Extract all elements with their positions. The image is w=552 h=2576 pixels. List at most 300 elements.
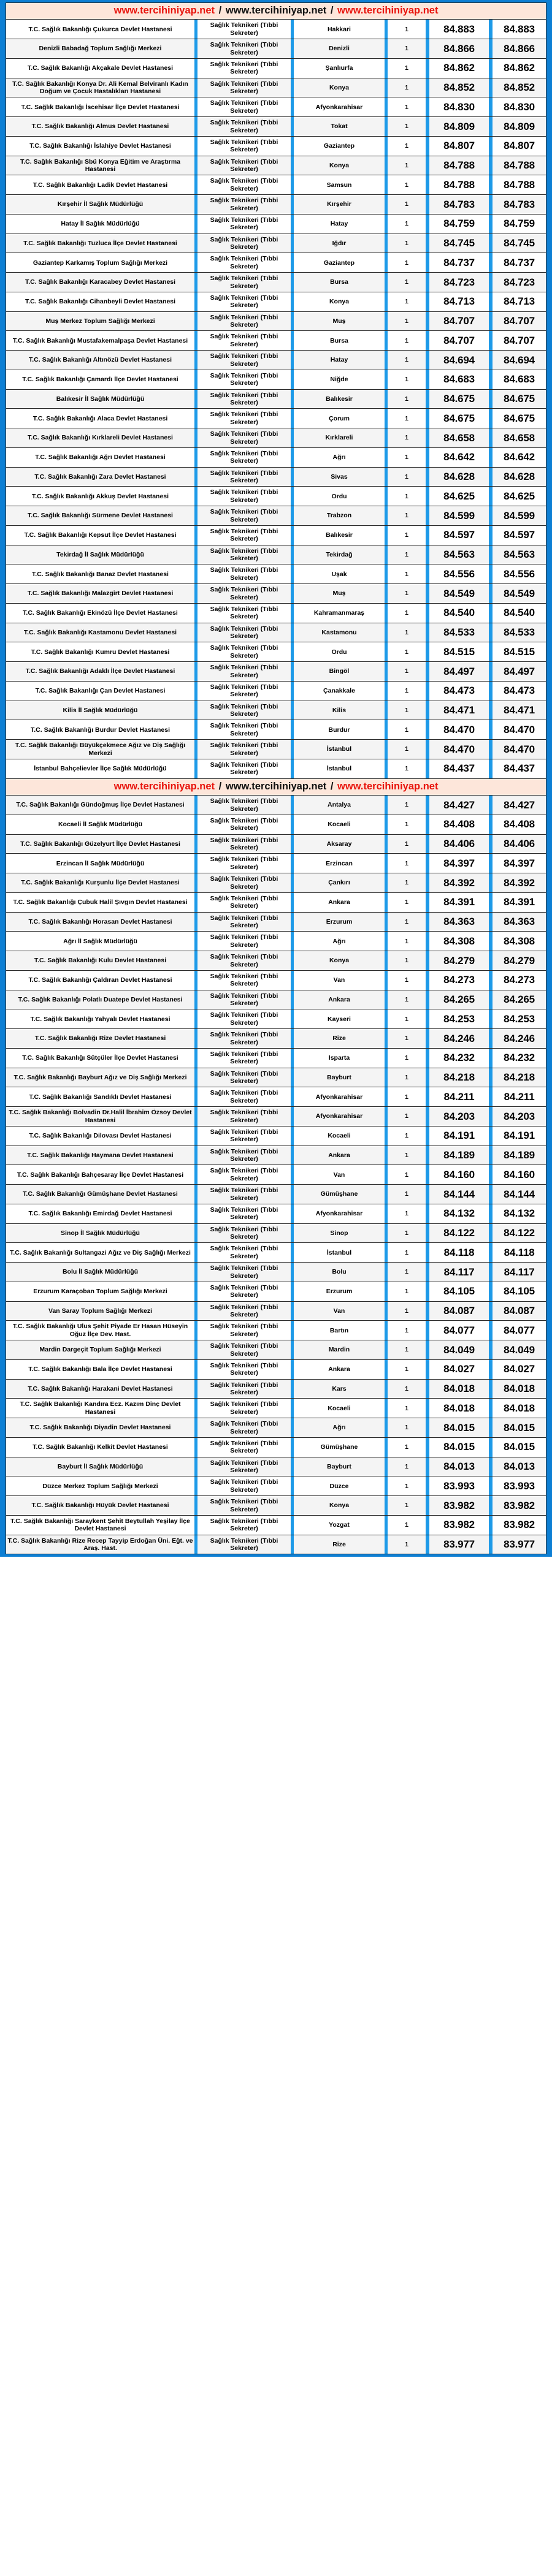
cell-adet: 1: [388, 815, 426, 835]
cell-il: Hatay: [294, 351, 385, 370]
table-row: [6, 682, 546, 701]
table-row: [6, 428, 546, 448]
ad-link[interactable]: www.tercihiniyap.net: [225, 5, 327, 16]
cell-puan-taban: 84.515: [429, 642, 489, 662]
table-row: [6, 545, 546, 565]
cell-puan-taban: 84.077: [429, 1321, 489, 1340]
cell-puan-tavan: 84.628: [493, 468, 546, 487]
cell-il: Kocaeli: [294, 815, 385, 835]
cell-unvan: Sağlık Teknikeri (Tıbbi Sekreter): [197, 292, 291, 312]
cell-kurum: Bolu İl Sağlık Müdürlüğü: [6, 1263, 194, 1282]
cell-adet: 1: [388, 526, 426, 545]
cell-il: Yozgat: [294, 1516, 385, 1535]
cell-kurum: T.C. Sağlık Bakanlığı Çubuk Halil Şıvgın Devlet Hastanesi: [6, 893, 194, 913]
cell-unvan: Sağlık Teknikeri (Tıbbi Sekreter): [197, 835, 291, 854]
cell-il: İstanbul: [294, 1243, 385, 1263]
cell-unvan: Sağlık Teknikeri (Tıbbi Sekreter): [197, 720, 291, 740]
cell-il: Sivas: [294, 468, 385, 487]
cell-unvan: Sağlık Teknikeri (Tıbbi Sekreter): [197, 1263, 291, 1282]
cell-adet: 1: [388, 913, 426, 932]
table-row: [6, 292, 546, 312]
cell-puan-taban: 84.144: [429, 1185, 489, 1204]
cell-il: Ordu: [294, 487, 385, 506]
cell-unvan: Sağlık Teknikeri (Tıbbi Sekreter): [197, 1146, 291, 1166]
cell-il: Rize: [294, 1029, 385, 1049]
cell-puan-tavan: 84.122: [493, 1224, 546, 1244]
cell-adet: 1: [388, 1127, 426, 1146]
cell-puan-tavan: 84.470: [493, 740, 546, 759]
cell-kurum: T.C. Sağlık Bakanlığı Zara Devlet Hastanesi: [6, 468, 194, 487]
cell-unvan: Sağlık Teknikeri (Tıbbi Sekreter): [197, 623, 291, 643]
cell-adet: 1: [388, 1282, 426, 1302]
cell-adet: 1: [388, 1476, 426, 1496]
cell-puan-tavan: 84.675: [493, 409, 546, 428]
cell-puan-taban: 84.191: [429, 1127, 489, 1146]
cell-puan-taban: 84.723: [429, 273, 489, 292]
cell-unvan: Sağlık Teknikeri (Tıbbi Sekreter): [197, 1321, 291, 1340]
table-row: [6, 1457, 546, 1477]
cell-adet: 1: [388, 156, 426, 176]
cell-unvan: Sağlık Teknikeri (Tıbbi Sekreter): [197, 1029, 291, 1049]
cell-kurum: T.C. Sağlık Bakanlığı Ekinözü İlçe Devlet Hastanesi: [6, 604, 194, 623]
cell-il: Konya: [294, 1496, 385, 1516]
cell-unvan: Sağlık Teknikeri (Tıbbi Sekreter): [197, 604, 291, 623]
cell-adet: 1: [388, 1302, 426, 1321]
cell-adet: 1: [388, 932, 426, 951]
cell-unvan: Sağlık Teknikeri (Tıbbi Sekreter): [197, 873, 291, 893]
table-row: [6, 506, 546, 526]
cell-adet: 1: [388, 1263, 426, 1282]
table-row: [6, 1321, 546, 1340]
cell-unvan: Sağlık Teknikeri (Tıbbi Sekreter): [197, 1360, 291, 1380]
cell-il: Afyonkarahisar: [294, 1107, 385, 1127]
cell-il: Gümüşhane: [294, 1438, 385, 1457]
cell-il: Hakkari: [294, 20, 385, 39]
cell-kurum: T.C. Sağlık Bakanlığı Ulus Şehit Piyade Er Hasan Hüseyin Oğuz İlçe Dev. Hast.: [6, 1321, 194, 1340]
cell-adet: 1: [388, 97, 426, 117]
cell-puan-tavan: 84.783: [493, 195, 546, 215]
cell-unvan: Sağlık Teknikeri (Tıbbi Sekreter): [197, 428, 291, 448]
cell-puan-taban: 84.160: [429, 1165, 489, 1185]
cell-unvan: Sağlık Teknikeri (Tıbbi Sekreter): [197, 156, 291, 176]
cell-unvan: Sağlık Teknikeri (Tıbbi Sekreter): [197, 1457, 291, 1477]
cell-unvan: Sağlık Teknikeri (Tıbbi Sekreter): [197, 448, 291, 468]
table-row: [6, 1516, 546, 1535]
cell-puan-taban: 84.391: [429, 893, 489, 913]
table-row: [6, 1185, 546, 1204]
cell-kurum: T.C. Sağlık Bakanlığı Saraykent Şehit Beytullah Yeşilay İlçe Devlet Hastanesi: [6, 1516, 194, 1535]
cell-unvan: Sağlık Teknikeri (Tıbbi Sekreter): [197, 815, 291, 835]
cell-adet: 1: [388, 584, 426, 604]
cell-puan-taban: 84.246: [429, 1029, 489, 1049]
table-row: [6, 1165, 546, 1185]
cell-kurum: T.C. Sağlık Bakanlığı Diyadin Devlet Hastanesi: [6, 1418, 194, 1438]
cell-adet: 1: [388, 506, 426, 526]
cell-puan-tavan: 84.087: [493, 1302, 546, 1321]
table-row: [6, 351, 546, 370]
table-row: [6, 759, 546, 779]
cell-adet: 1: [388, 137, 426, 156]
cell-il: Afyonkarahisar: [294, 97, 385, 117]
table-row: [6, 893, 546, 913]
cell-puan-taban: 84.862: [429, 59, 489, 78]
cell-kurum: T.C. Sağlık Bakanlığı Akçakale Devlet Hastanesi: [6, 59, 194, 78]
cell-puan-tavan: 84.788: [493, 175, 546, 195]
cell-puan-tavan: 84.427: [493, 796, 546, 815]
cell-unvan: Sağlık Teknikeri (Tıbbi Sekreter): [197, 1399, 291, 1418]
cell-adet: 1: [388, 1321, 426, 1340]
table-row: [6, 1302, 546, 1321]
table-row: [6, 409, 546, 428]
cell-kurum: T.C. Sağlık Bakanlığı Büyükçekmece Ağız ve Diş Sağlığı Merkezi: [6, 740, 194, 759]
cell-il: Ankara: [294, 1360, 385, 1380]
cell-kurum: Mardin Dargeçit Toplum Sağlığı Merkezi: [6, 1340, 194, 1360]
cell-puan-tavan: 84.540: [493, 604, 546, 623]
cell-kurum: Bayburt İl Sağlık Müdürlüğü: [6, 1457, 194, 1477]
cell-puan-taban: 84.470: [429, 740, 489, 759]
cell-kurum: T.C. Sağlık Bakanlığı Mustafakemalpaşa Devlet Hastanesi: [6, 331, 194, 351]
cell-kurum: T.C. Sağlık Bakanlığı Horasan Devlet Hastanesi: [6, 913, 194, 932]
table-row: [6, 662, 546, 682]
cell-adet: 1: [388, 759, 426, 779]
cell-puan-tavan: 84.807: [493, 137, 546, 156]
ad-separator: /: [218, 5, 222, 16]
ad-link[interactable]: www.tercihiniyap.net: [225, 780, 327, 792]
cell-il: Erzurum: [294, 1282, 385, 1302]
cell-kurum: T.C. Sağlık Bakanlığı Çukurca Devlet Hastanesi: [6, 20, 194, 39]
cell-puan-tavan: 83.982: [493, 1516, 546, 1535]
cell-adet: 1: [388, 78, 426, 98]
cell-kurum: T.C. Sağlık Bakanlığı Sütçüler İlçe Devlet Hastanesi: [6, 1049, 194, 1068]
cell-puan-tavan: 84.406: [493, 835, 546, 854]
cell-puan-tavan: 84.707: [493, 331, 546, 351]
cell-puan-tavan: 84.883: [493, 20, 546, 39]
cell-il: Gaziantep: [294, 137, 385, 156]
cell-unvan: Sağlık Teknikeri (Tıbbi Sekreter): [197, 1009, 291, 1029]
cell-puan-tavan: 84.308: [493, 932, 546, 951]
table-row: [6, 1009, 546, 1029]
cell-il: Bingöl: [294, 662, 385, 682]
ad-link[interactable]: www.tercihiniyap.net: [337, 780, 439, 792]
table-row: [6, 195, 546, 215]
cell-il: Mardin: [294, 1340, 385, 1360]
cell-unvan: Sağlık Teknikeri (Tıbbi Sekreter): [197, 1185, 291, 1204]
cell-puan-taban: 84.437: [429, 759, 489, 779]
cell-puan-taban: 84.018: [429, 1380, 489, 1399]
cell-unvan: Sağlık Teknikeri (Tıbbi Sekreter): [197, 1224, 291, 1244]
cell-kurum: T.C. Sağlık Bakanlığı Bala İlçe Devlet Hastanesi: [6, 1360, 194, 1380]
cell-puan-tavan: 84.211: [493, 1087, 546, 1107]
table-row: [6, 835, 546, 854]
cell-adet: 1: [388, 409, 426, 428]
cell-il: Bayburt: [294, 1068, 385, 1088]
cell-unvan: Sağlık Teknikeri (Tıbbi Sekreter): [197, 740, 291, 759]
ad-banner-text[interactable]: [6, 781, 546, 792]
cell-unvan: Sağlık Teknikeri (Tıbbi Sekreter): [197, 137, 291, 156]
cell-puan-taban: 84.470: [429, 720, 489, 740]
cell-il: Aksaray: [294, 835, 385, 854]
cell-adet: 1: [388, 39, 426, 59]
cell-puan-taban: 84.549: [429, 584, 489, 604]
cell-unvan: Sağlık Teknikeri (Tıbbi Sekreter): [197, 584, 291, 604]
table-row: [6, 1263, 546, 1282]
table-row: [6, 1029, 546, 1049]
cell-adet: 1: [388, 623, 426, 643]
cell-unvan: Sağlık Teknikeri (Tıbbi Sekreter): [197, 971, 291, 990]
table-row: [6, 59, 546, 78]
cell-unvan: Sağlık Teknikeri (Tıbbi Sekreter): [197, 1282, 291, 1302]
cell-adet: 1: [388, 468, 426, 487]
cell-puan-tavan: 84.160: [493, 1165, 546, 1185]
table-row: [6, 253, 546, 273]
table-row: [6, 720, 546, 740]
cell-puan-taban: 84.783: [429, 195, 489, 215]
cell-kurum: T.C. Sağlık Bakanlığı İslahiye Devlet Hastanesi: [6, 137, 194, 156]
cell-puan-tavan: 84.018: [493, 1380, 546, 1399]
cell-puan-taban: 84.122: [429, 1224, 489, 1244]
cell-kurum: T.C. Sağlık Bakanlığı Sandıklı Devlet Hastanesi: [6, 1087, 194, 1107]
cell-puan-taban: 84.713: [429, 292, 489, 312]
cell-il: Konya: [294, 292, 385, 312]
cell-adet: 1: [388, 1418, 426, 1438]
cell-kurum: T.C. Sağlık Bakanlığı Banaz Devlet Hastanesi: [6, 564, 194, 584]
cell-kurum: Erzurum Karaçoban Toplum Sağlığı Merkezi: [6, 1282, 194, 1302]
cell-puan-taban: 84.232: [429, 1049, 489, 1068]
cell-adet: 1: [388, 1438, 426, 1457]
cell-kurum: Gaziantep Karkamış Toplum Sağlığı Merkezi: [6, 253, 194, 273]
cell-adet: 1: [388, 448, 426, 468]
cell-puan-tavan: 84.707: [493, 312, 546, 332]
cell-puan-taban: 84.675: [429, 390, 489, 409]
cell-il: Kocaeli: [294, 1399, 385, 1418]
cell-adet: 1: [388, 1029, 426, 1049]
cell-il: Konya: [294, 78, 385, 98]
cell-adet: 1: [388, 1087, 426, 1107]
cell-puan-taban: 84.189: [429, 1146, 489, 1166]
cell-puan-taban: 84.118: [429, 1243, 489, 1263]
cell-kurum: T.C. Sağlık Bakanlığı Cihanbeyli Devlet Hastanesi: [6, 292, 194, 312]
cell-adet: 1: [388, 1068, 426, 1088]
cell-puan-tavan: 84.189: [493, 1146, 546, 1166]
cell-kurum: Düzce Merkez Toplum Sağlığı Merkezi: [6, 1476, 194, 1496]
cell-adet: 1: [388, 331, 426, 351]
cell-kurum: T.C. Sağlık Bakanlığı Ladik Devlet Hastanesi: [6, 175, 194, 195]
cell-puan-tavan: 84.723: [493, 273, 546, 292]
cell-puan-tavan: 84.675: [493, 390, 546, 409]
cell-adet: 1: [388, 1049, 426, 1068]
cell-puan-tavan: 84.015: [493, 1438, 546, 1457]
cell-puan-taban: 84.658: [429, 428, 489, 448]
cell-unvan: Sağlık Teknikeri (Tıbbi Sekreter): [197, 351, 291, 370]
cell-il: Çanakkale: [294, 682, 385, 701]
cell-kurum: T.C. Sağlık Bakanlığı Rize Devlet Hastanesi: [6, 1029, 194, 1049]
table-row: [6, 234, 546, 254]
cell-puan-tavan: 84.599: [493, 506, 546, 526]
cell-il: Kahramanmaraş: [294, 604, 385, 623]
cell-puan-taban: 84.599: [429, 506, 489, 526]
ad-banner-text[interactable]: [6, 5, 546, 17]
cell-adet: 1: [388, 253, 426, 273]
cell-kurum: T.C. Sağlık Bakanlığı Alaca Devlet Hastanesi: [6, 409, 194, 428]
cell-il: İstanbul: [294, 759, 385, 779]
cell-unvan: Sağlık Teknikeri (Tıbbi Sekreter): [197, 1107, 291, 1127]
cell-puan-tavan: 84.473: [493, 682, 546, 701]
cell-puan-taban: 83.977: [429, 1535, 489, 1555]
cell-kurum: T.C. Sağlık Bakanlığı Sürmene Devlet Hastanesi: [6, 506, 194, 526]
cell-kurum: T.C. Sağlık Bakanlığı Haymana Devlet Hastanesi: [6, 1146, 194, 1166]
cell-il: Kırşehir: [294, 195, 385, 215]
cell-puan-taban: 84.883: [429, 20, 489, 39]
cell-unvan: Sağlık Teknikeri (Tıbbi Sekreter): [197, 59, 291, 78]
cell-puan-tavan: 84.471: [493, 701, 546, 721]
cell-puan-taban: 84.308: [429, 932, 489, 951]
cell-adet: 1: [388, 604, 426, 623]
cell-puan-taban: 84.707: [429, 331, 489, 351]
ad-link[interactable]: www.tercihiniyap.net: [113, 5, 215, 16]
cell-puan-taban: 84.683: [429, 370, 489, 390]
cell-unvan: Sağlık Teknikeri (Tıbbi Sekreter): [197, 1418, 291, 1438]
table-row: [6, 20, 546, 39]
cell-adet: 1: [388, 1107, 426, 1127]
cell-kurum: T.C. Sağlık Bakanlığı Konya Dr. Ali Kemal Belviranlı Kadın Doğum ve Çocuk Hastalıkları Hastanesi: [6, 78, 194, 98]
cell-adet: 1: [388, 1496, 426, 1516]
cell-adet: 1: [388, 234, 426, 254]
cell-unvan: Sağlık Teknikeri (Tıbbi Sekreter): [197, 1127, 291, 1146]
cell-adet: 1: [388, 1185, 426, 1204]
ad-link[interactable]: www.tercihiniyap.net: [337, 5, 439, 16]
cell-kurum: T.C. Sağlık Bakanlığı Polatlı Duatepe Devlet Hastanesi: [6, 990, 194, 1010]
cell-kurum: T.C. Sağlık Bakanlığı Gündoğmuş İlçe Devlet Hastanesi: [6, 796, 194, 815]
cell-puan-taban: 84.497: [429, 662, 489, 682]
cell-unvan: Sağlık Teknikeri (Tıbbi Sekreter): [197, 1340, 291, 1360]
cell-adet: 1: [388, 971, 426, 990]
table-row: [6, 215, 546, 234]
cell-puan-taban: 84.253: [429, 1009, 489, 1029]
table-row: [6, 1399, 546, 1418]
table-row: [6, 913, 546, 932]
ad-separator: /: [218, 780, 222, 792]
cell-puan-tavan: 84.077: [493, 1321, 546, 1340]
cell-adet: 1: [388, 951, 426, 971]
cell-il: Bayburt: [294, 1457, 385, 1477]
table-row: [6, 1360, 546, 1380]
cell-kurum: T.C. Sağlık Bakanlığı Bolvadin Dr.Halil İbrahim Özsoy Devlet Hastanesi: [6, 1107, 194, 1127]
ad-link[interactable]: www.tercihiniyap.net: [113, 780, 215, 792]
table-row: [6, 39, 546, 59]
cell-il: Tokat: [294, 117, 385, 137]
cell-unvan: Sağlık Teknikeri (Tıbbi Sekreter): [197, 1535, 291, 1555]
cell-kurum: Kırşehir İl Sağlık Müdürlüğü: [6, 195, 194, 215]
cell-adet: 1: [388, 796, 426, 815]
cell-puan-taban: 84.745: [429, 234, 489, 254]
cell-kurum: Balıkesir İl Sağlık Müdürlüğü: [6, 390, 194, 409]
cell-puan-taban: 84.830: [429, 97, 489, 117]
cell-puan-tavan: 84.105: [493, 1282, 546, 1302]
cell-adet: 1: [388, 1457, 426, 1477]
cell-unvan: Sağlık Teknikeri (Tıbbi Sekreter): [197, 78, 291, 98]
cell-puan-tavan: 84.809: [493, 117, 546, 137]
cell-adet: 1: [388, 990, 426, 1010]
cell-unvan: Sağlık Teknikeri (Tıbbi Sekreter): [197, 1516, 291, 1535]
cell-puan-tavan: 84.391: [493, 893, 546, 913]
cell-puan-taban: 84.563: [429, 545, 489, 565]
cell-il: Çorum: [294, 409, 385, 428]
cell-puan-tavan: 84.713: [493, 292, 546, 312]
cell-il: Konya: [294, 951, 385, 971]
table-row: [6, 990, 546, 1010]
cell-puan-taban: 84.473: [429, 682, 489, 701]
cell-puan-taban: 84.013: [429, 1457, 489, 1477]
table-row: [6, 873, 546, 893]
cell-kurum: T.C. Sağlık Bakanlığı Malazgirt Devlet Hastanesi: [6, 584, 194, 604]
table-row: [6, 1204, 546, 1224]
cell-unvan: Sağlık Teknikeri (Tıbbi Sekreter): [197, 642, 291, 662]
table-row: [6, 951, 546, 971]
cell-kurum: Ağrı İl Sağlık Müdürlüğü: [6, 932, 194, 951]
cell-kurum: Kilis İl Sağlık Müdürlüğü: [6, 701, 194, 721]
cell-puan-taban: 84.628: [429, 468, 489, 487]
cell-puan-tavan: 84.397: [493, 854, 546, 873]
table-row: [6, 642, 546, 662]
table-row: [6, 97, 546, 117]
cell-il: Kars: [294, 1380, 385, 1399]
cell-puan-tavan: 84.830: [493, 97, 546, 117]
cell-unvan: Sağlık Teknikeri (Tıbbi Sekreter): [197, 682, 291, 701]
table-row: [6, 331, 546, 351]
cell-il: Konya: [294, 156, 385, 176]
cell-puan-tavan: 84.737: [493, 253, 546, 273]
cell-il: Trabzon: [294, 506, 385, 526]
cell-il: Iğdır: [294, 234, 385, 254]
ad-banner-cell: [6, 779, 546, 796]
cell-unvan: Sağlık Teknikeri (Tıbbi Sekreter): [197, 1243, 291, 1263]
cell-puan-taban: 84.737: [429, 253, 489, 273]
table-row: [6, 564, 546, 584]
cell-il: Ankara: [294, 893, 385, 913]
cell-puan-taban: 84.203: [429, 1107, 489, 1127]
cell-kurum: T.C. Sağlık Bakanlığı Rize Recep Tayyip Erdoğan Üni. Eğt. ve Araş. Hast.: [6, 1535, 194, 1555]
cell-adet: 1: [388, 1243, 426, 1263]
cell-kurum: Tekirdağ İl Sağlık Müdürlüğü: [6, 545, 194, 565]
cell-unvan: Sağlık Teknikeri (Tıbbi Sekreter): [197, 253, 291, 273]
cell-il: Gümüşhane: [294, 1185, 385, 1204]
table-row: [6, 370, 546, 390]
table-row: [6, 526, 546, 545]
cell-kurum: T.C. Sağlık Bakanlığı Dilovası Devlet Hastanesi: [6, 1127, 194, 1146]
cell-puan-taban: 84.027: [429, 1360, 489, 1380]
table-row: [6, 1340, 546, 1360]
cell-il: Isparta: [294, 1049, 385, 1068]
cell-kurum: T.C. Sağlık Bakanlığı Harakani Devlet Hastanesi: [6, 1380, 194, 1399]
cell-puan-taban: 84.427: [429, 796, 489, 815]
cell-il: Bursa: [294, 273, 385, 292]
cell-puan-tavan: 84.683: [493, 370, 546, 390]
cell-il: Balıkesir: [294, 526, 385, 545]
cell-puan-taban: 84.105: [429, 1282, 489, 1302]
cell-il: Bursa: [294, 331, 385, 351]
cell-puan-taban: 84.392: [429, 873, 489, 893]
cell-kurum: T.C. Sağlık Bakanlığı Tuzluca İlçe Devlet Hastanesi: [6, 234, 194, 254]
table-row: [6, 1418, 546, 1438]
cell-adet: 1: [388, 854, 426, 873]
table-row: [6, 584, 546, 604]
cell-kurum: T.C. Sağlık Bakanlığı Güzelyurt İlçe Devlet Hastanesi: [6, 835, 194, 854]
cell-kurum: T.C. Sağlık Bakanlığı Almus Devlet Hastanesi: [6, 117, 194, 137]
cell-kurum: T.C. Sağlık Bakanlığı Çan Devlet Hastanesi: [6, 682, 194, 701]
cell-puan-tavan: 84.625: [493, 487, 546, 506]
cell-il: Muş: [294, 584, 385, 604]
cell-puan-taban: 84.597: [429, 526, 489, 545]
